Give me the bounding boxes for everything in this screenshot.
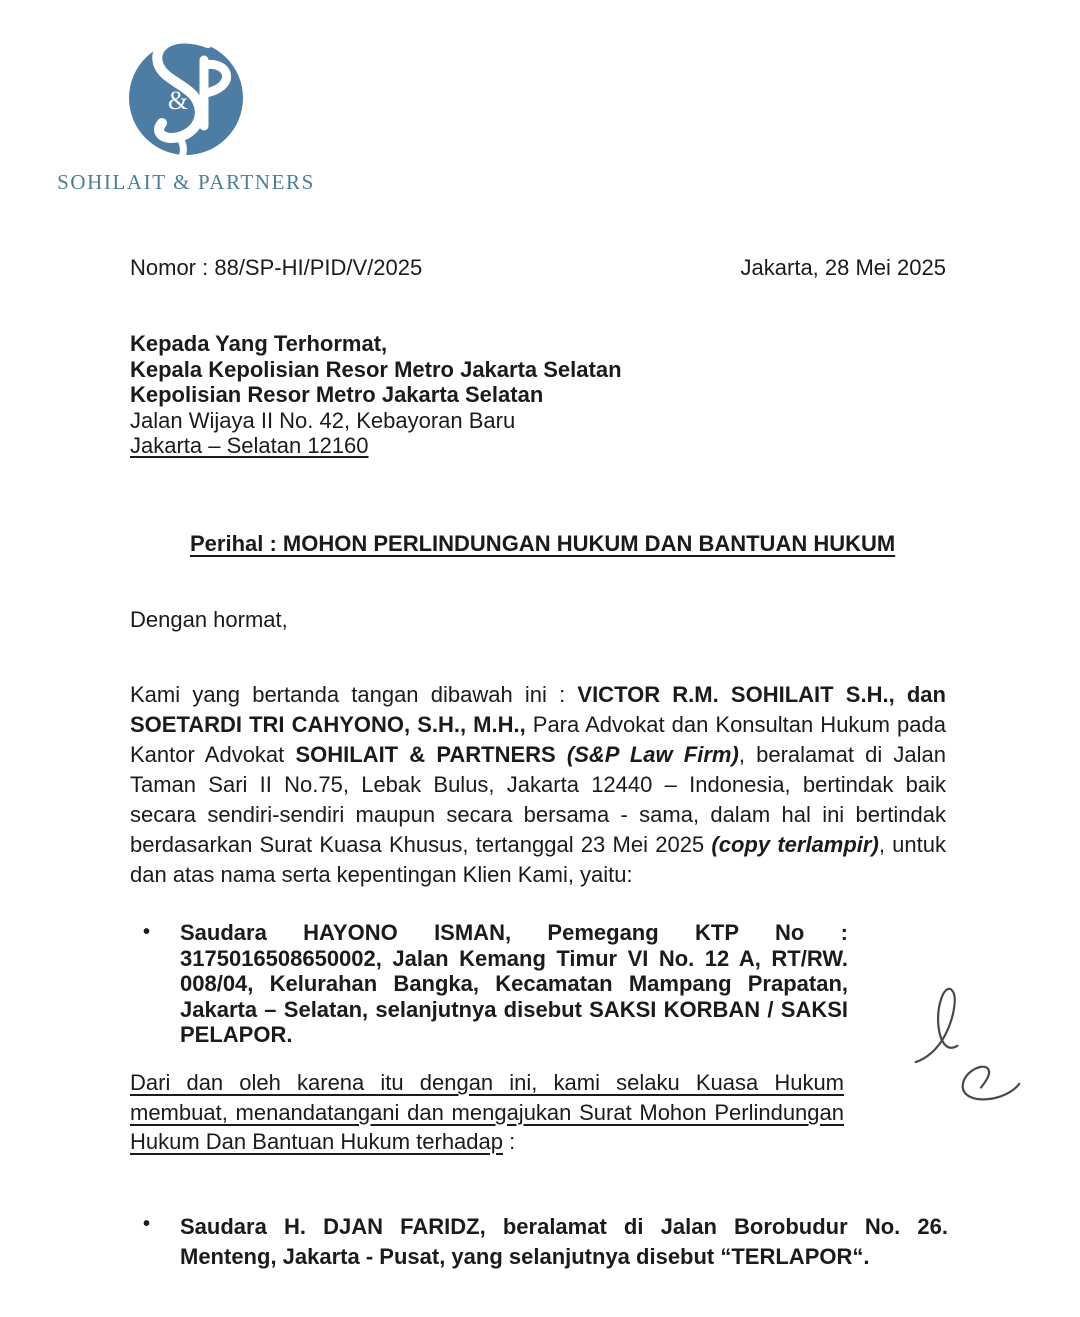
text-run: VICTOR R.M. SOHILAIT S.H., dan SOETARDI TRI CAHYONO, S.H., M.H., (130, 682, 946, 737)
bullet-icon: • (143, 921, 151, 943)
bullet-icon: • (143, 1213, 151, 1235)
reported-party-bullet-text: Saudara H. DJAN FARIDZ, beralamat di Jalan Borobudur No. 26. Menteng, Jakarta - Pusat, yang selanjutnya disebut “TERLAPOR“. (180, 1214, 948, 1269)
text-run: : (503, 1129, 516, 1154)
law-firm-logo (56, 36, 316, 195)
recipient-line: Jakarta – Selatan 12160 (130, 433, 369, 458)
letter-number: Nomor : 88/SP-HI/PID/V/2025 (130, 255, 423, 280)
recipient-line: Jalan Wijaya II No. 42, Kebayoran Baru (130, 407, 516, 433)
text-run: Dari dan oleh karena itu dengan ini, kami selaku Kuasa Hukum membuat, menandatangani dan mengajukan Surat Mohon Perlindungan Hukum Dan Bantuan Hukum terhadap (130, 1070, 844, 1154)
text-run: Kami yang bertanda tangan dibawah ini : (130, 682, 578, 707)
recipient-line: Kepolisian Resor Metro Jakarta Selatan (130, 382, 544, 407)
body-paragraph-2 (130, 1068, 844, 1157)
recipient-line: Kepada Yang Terhormat, (130, 331, 388, 356)
text-run: (copy terlampir) (711, 832, 879, 857)
body-paragraph-1 (130, 680, 946, 890)
meta-row (130, 255, 946, 281)
handwritten-paraf (903, 963, 1021, 1123)
recipient-line: Kepala Kepolisian Resor Metro Jakarta Selatan (130, 356, 622, 382)
client-bullet-text: Saudara HAYONO ISMAN, Pemegang KTP No : 3175016508650002, Jalan Kemang Timur VI No. 12 A, RT/RW. 008/04, Kelurahan Bangka, Kecamatan Mampang Prapatan, Jakarta – Selatan, selanjutnya disebut SAKSI KORBAN / SAKSI PELAPOR. (180, 920, 848, 1047)
client-bullet (143, 920, 848, 1048)
text-run: (S&P Law Firm) (566, 742, 739, 767)
recipient-block (130, 331, 622, 459)
logo-ampersand: & (167, 86, 189, 115)
subject-line: Perihal : MOHON PERLINDUNGAN HUKUM DAN BANTUAN HUKUM (190, 531, 896, 556)
text-run: , untuk dan atas nama serta kepentingan Klien Kami, yaitu: (130, 832, 946, 887)
letter-date: Jakarta, 28 Mei 2025 (740, 255, 946, 280)
sp-logo-icon (111, 36, 261, 168)
reported-party-bullet (143, 1212, 948, 1272)
logo-wordmark: SOHILAIT & PARTNERS (57, 170, 315, 194)
salutation: Dengan hormat, (130, 607, 288, 632)
text-run: , beralamat di Jalan Taman Sari II No.75, Lebak Bulus, Jakarta 12440 – Indonesia, bertindak baik secara sendiri-sendiri maupun secara bersama - sama, dalam hal ini bertindak berdasarkan Surat Kuasa Khusus, tertanggal 23 Mei 2025 (130, 742, 946, 857)
text-run: Para Advokat dan Konsultan Hukum pada Kantor Advokat (130, 712, 946, 767)
text-run: SOHILAIT & PARTNERS (295, 742, 567, 767)
